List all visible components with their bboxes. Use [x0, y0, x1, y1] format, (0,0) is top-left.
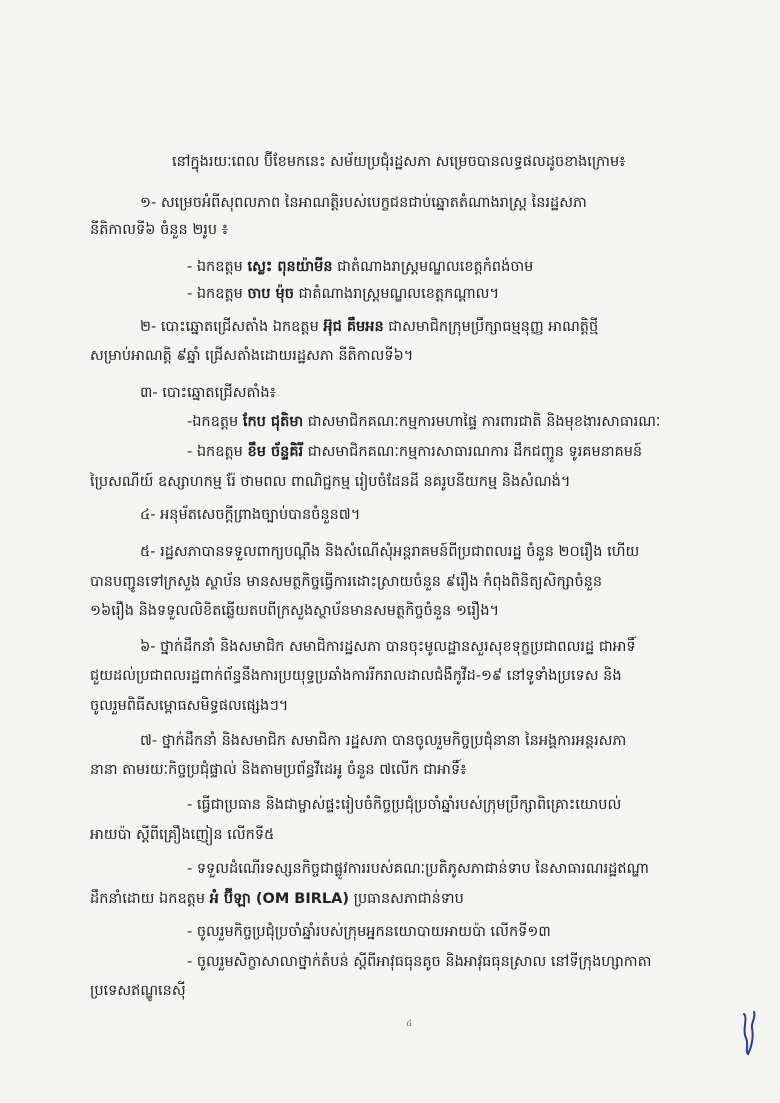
item1-sub1 — [187, 257, 533, 277]
item4-text: ៤- អនុម័តសេចក្តីព្រាងច្បាប់បានចំនួន៧។ — [140, 507, 361, 523]
item1-sub2-pre: - ឯកឧត្តម — [187, 286, 248, 302]
item2-line1 — [140, 317, 598, 337]
item3-sub2-line2: ប្រៃសណីយ៍ ឧស្សាហកម្ម រ៉ែ ថាមពល ពាណិជ្ជកម្ម រៀបចំដែនដី នគរូបនីយកម្ម និងសំណង់។ — [90, 474, 571, 490]
item7-sub2-name: អំ ប៊ីឡា (OM BIRLA) — [209, 891, 350, 907]
item5-line2: បានបញ្ជូនទៅក្រសួង ស្ថាប័ន មានសមត្ថកិច្ចធ្វើការដោះស្រាយចំនួន ៩រឿង កំពុងពិនិត្យសិក្សាចំនួន — [90, 574, 603, 590]
item7-sub1: - ធ្វើជាប្រធាន និងជាម្ចាស់ផ្ទះរៀបចំកិច្ចប្រជុំប្រចាំឆ្នាំរបស់ក្រុមប្រឹក្សាពិគ្រោះយោបល់ — [187, 797, 622, 813]
item7-line1: ៧- ថ្នាក់ដឹកនាំ និងសមាជិក សមាជិកា រដ្ឋសភា បានចូលរួមកិច្ចប្រជុំនានា នៃអង្គការអន្តរសភា — [140, 733, 627, 749]
item7-sub1-line2: អាយប៉ា ស្តីពីគ្រឿងញៀន លើកទី៥ — [90, 827, 275, 843]
item3-sub1-pre: -ឯកឧត្តម — [187, 414, 243, 430]
item2-line2: សម្រាប់អាណត្តិ ៩ឆ្នាំ ជ្រើសតាំងដោយរដ្ឋសភា នីតិកាលទី៦។ — [90, 348, 414, 364]
item5-line3: ១៦រឿង និងទទួលលិខិតឆ្លើយតបពីក្រសួងស្ថាប័នមានសមត្ថកិច្ចចំនួន ១រឿង។ — [90, 603, 500, 619]
item7-sub4-line2: ប្រទេសឥណ្ឌូនេស៊ី — [90, 983, 186, 999]
item1-sub1-name: ស្លេះ ពុនយ៉ាមីន — [247, 259, 333, 275]
intro-text: នៅក្នុងរយៈពេល ប៊ីខែមកនេះ សម័យប្រជុំរដ្ឋសភា សម្រេចបានលទ្ធផលដូចខាងក្រោម៖ — [172, 154, 626, 170]
item3-sub1 — [187, 412, 660, 432]
item1-sub2 — [187, 284, 499, 304]
item6-line3: ចូលរួមពិធីសម្ពោធសមិទ្ធផលផ្សេងៗ។ — [90, 698, 289, 714]
item7-sub2-post: ប្រធានសភាជាន់ទាប — [349, 891, 464, 907]
item7-sub2-line2 — [90, 889, 464, 909]
item6-line1: ៦- ថ្នាក់ដឹកនាំ និងសមាជិក សមាជិការដ្ឋសភា បានចុះមូលដ្ឋានសួរសុខទុក្ខប្រជាពលរដ្ឋ ជាអាទិ៍ — [140, 639, 636, 655]
item2-post: ជាសមាជិកក្រុមប្រឹក្សាធម្មនុញ្ញ អាណត្តិថ្មី — [383, 319, 599, 335]
item2-pre: ២- បោះឆ្នោតជ្រើសតាំង ឯកឧត្តម — [140, 319, 324, 335]
item3-sub2-post: ជាសមាជិកគណៈកម្មការសាធារណការ ដឹកជញ្ជូន ទូរគមនាគមន៍ — [303, 444, 643, 460]
item7-line2: នានា តាមរយៈកិច្ចប្រជុំផ្ទាល់ និងតាមប្រព័ន្ធវីដេអូ ចំនួន ៧លើក ជាអាទិ៍៖ — [90, 762, 467, 778]
item7-sub4: - ចូលរួមសិក្ខាសាលាថ្នាក់តំបន់ ស្តីពីអាវុធធុនតូច និងអាវុធធុនស្រាល នៅទីក្រុងហ្សាកាតា — [187, 954, 652, 970]
item7-sub2: - ទទួលដំណើរទស្សនកិច្ចជាផ្លូវការរបស់គណៈប្រតិភូសភាជាន់ទាប នៃសាធារណរដ្ឋឥណ្ឌា — [187, 861, 649, 877]
item3-sub2 — [187, 442, 642, 462]
item6-line2: ជួយដល់ប្រជាពលរដ្ឋពាក់ព័ន្ធនឹងការប្រយុទ្ធប្រឆាំងការរីករាលដាលជំងឺកូវីដ-១៩ នៅទូទាំងប្រទេស និង — [90, 668, 622, 684]
page-number: ៤ — [406, 1019, 413, 1029]
item3-sub2-name: ខឹម ច័ន្ទគិរី — [247, 444, 304, 460]
item2-name: អ៊ុជ គឹមអន — [323, 319, 384, 335]
item1-sub1-pre: - ឯកឧត្តម — [187, 259, 248, 275]
item1-sub2-post: ជាតំណាងរាស្ត្រមណ្ឌលខេត្តកណ្តាល។ — [293, 286, 499, 302]
item1-line1: ១- សម្រេចអំពីសុពលភាព នៃអាណត្តិរបស់បេក្ខជនជាប់ឆ្នោតតំណាងរាស្ត្រ នៃរដ្ឋសភា — [140, 195, 587, 211]
item3-title: ៣- បោះឆ្នោតជ្រើសតាំង៖ — [140, 385, 276, 401]
item3-sub1-post: ជាសមាជិកគណៈកម្មការមហាផ្ទៃ ការពារជាតិ និងមុខងារសាធារណៈ — [303, 414, 661, 430]
item1-line2: នីតិកាលទី៦ ចំនួន ២រូប ៖ — [90, 222, 229, 238]
signature-initial-icon — [736, 1008, 762, 1058]
item7-sub3: - ចូលរួមកិច្ចប្រជុំប្រចាំឆ្នាំរបស់ក្រុមអ្នកនយោបាយអាយប៉ា លើកទី១៣ — [187, 924, 551, 940]
item5-line1: ៥- រដ្ឋសភាបានទទួលពាក្យបណ្តឹង និងសំណើសុំអន្តរាគមន៍ពីប្រជាពលរដ្ឋ ចំនួន ២០រឿង ហើយ — [140, 544, 640, 560]
item7-sub2-pre: ដឹកនាំដោយ ឯកឧត្តម — [90, 891, 210, 907]
item3-sub2-pre: - ឯកឧត្តម — [187, 444, 248, 460]
item3-sub1-name: កែប ជុតិមា — [242, 414, 304, 430]
item1-sub2-name: ចាប ម៉ុច — [247, 286, 294, 302]
item1-sub1-post: ជាតំណាងរាស្ត្រមណ្ឌលខេត្តកំពង់ចាម — [332, 259, 534, 275]
